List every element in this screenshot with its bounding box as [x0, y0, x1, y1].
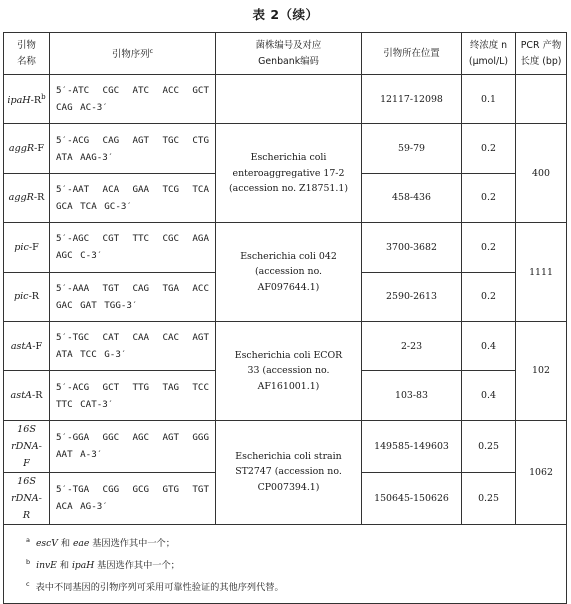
primer-concentration: 0.1 — [462, 75, 516, 124]
table-row — [4, 223, 567, 272]
primer-position: 103-83 — [362, 371, 462, 420]
primer-concentration: 0.2 — [462, 173, 516, 222]
strain-cell — [216, 75, 362, 124]
header-product-length: PCR 产物长度 (bp) — [516, 33, 567, 75]
primer-name: pic-F — [4, 223, 50, 272]
primer-position: 2590-2613 — [362, 272, 462, 321]
primer-concentration: 0.2 — [462, 124, 516, 173]
product-length: 400 — [516, 124, 567, 223]
header-concentration: 终浓度 n (μmol/L) — [462, 33, 516, 75]
footnote-a: $^a$ escV 和 eae 基因选作其中一个； — [26, 535, 175, 549]
table-row — [4, 321, 567, 370]
primer-sequence: 5′-TGA CGG GCG GTG TGT ACA AG-3′ — [50, 472, 216, 524]
primer-sequence: 5′-AGC CGT TTC CGC AGA AGC C-3′ — [50, 223, 216, 272]
table-row — [4, 124, 567, 173]
primer-sequence: 5′-GGA GGC AGC AGT GGG AAT A-3′ — [50, 420, 216, 472]
header-primer-name: 引物名称 — [4, 33, 50, 75]
primer-concentration: 0.2 — [462, 272, 516, 321]
primer-concentration: 0.2 — [462, 223, 516, 272]
primer-position: 59-79 — [362, 124, 462, 173]
primer-name: aggR-R — [4, 173, 50, 222]
primer-sequence: 5′-ACG CAG AGT TGC CTG ATA AAG-3′ — [50, 124, 216, 173]
table-row — [4, 420, 567, 472]
header-position: 引物所在位置 — [362, 33, 462, 75]
primer-concentration: 0.25 — [462, 472, 516, 524]
primer-table — [3, 32, 567, 604]
footnote-b: $^b$ invE 和 ipaH 基因选作其中一个； — [26, 557, 180, 571]
table-row — [4, 75, 567, 124]
footnotes — [4, 524, 567, 603]
header-sequence: 引物序列$^c$ — [50, 33, 216, 75]
primer-name: 16S rDNA-R — [4, 472, 50, 524]
header-strain: 菌株编号及对应Genbank编码 — [216, 33, 362, 75]
strain-cell: Escherichia coli enteroaggregative 17-2 (accession no. Z18751.1) — [216, 124, 362, 223]
primer-name: aggR-F — [4, 124, 50, 173]
primer-sequence: 5′-ATC CGC ATC ACC GCT CAG AC-3′ — [50, 75, 216, 124]
primer-name: pic-R — [4, 272, 50, 321]
primer-position: 2-23 — [362, 321, 462, 370]
strain-cell: Escherichia coli 042 (accession no. AF097644.1) — [216, 223, 362, 322]
product-length — [516, 75, 567, 124]
table-header-row — [4, 33, 567, 75]
primer-concentration: 0.4 — [462, 321, 516, 370]
primer-position: 3700-3682 — [362, 223, 462, 272]
primer-sequence: 5′-AAT ACA GAA TCG TCA GCA TCA GC-3′ — [50, 173, 216, 222]
primer-name: ipaH-$R^b$ — [4, 75, 50, 124]
primer-concentration: 0.4 — [462, 371, 516, 420]
strain-cell: Escherichia coli strain ST2747 (accession no. CP007394.1) — [216, 420, 362, 524]
primer-position: 12117-12098 — [362, 75, 462, 124]
footnote-row — [4, 524, 567, 603]
primer-sequence: 5′-AAA TGT CAG TGA ACC GAC GAT TGG-3′ — [50, 272, 216, 321]
footnote-c: $^c$ 表中不同基因的引物序列可采用可靠性验证的其他序列代替。 — [26, 579, 284, 593]
primer-sequence: 5′-TGC CAT CAA CAC AGT ATA TCC G-3′ — [50, 321, 216, 370]
primer-name: 16S rDNA-F — [4, 420, 50, 472]
primer-sequence: 5′-ACG GCT TTG TAG TCC TTC CAT-3′ — [50, 371, 216, 420]
primer-name: astA-R — [4, 371, 50, 420]
primer-position: 150645-150626 — [362, 472, 462, 524]
product-length: 1111 — [516, 223, 567, 322]
product-length: 1062 — [516, 420, 567, 524]
strain-cell: Escherichia coli ECOR 33 (accession no. AF161001.1) — [216, 321, 362, 420]
primer-concentration: 0.25 — [462, 420, 516, 472]
product-length: 102 — [516, 321, 567, 420]
primer-name: astA-F — [4, 321, 50, 370]
table-title: 表 2（续） — [252, 7, 319, 22]
primer-position: 458-436 — [362, 173, 462, 222]
primer-position: 149585-149603 — [362, 420, 462, 472]
